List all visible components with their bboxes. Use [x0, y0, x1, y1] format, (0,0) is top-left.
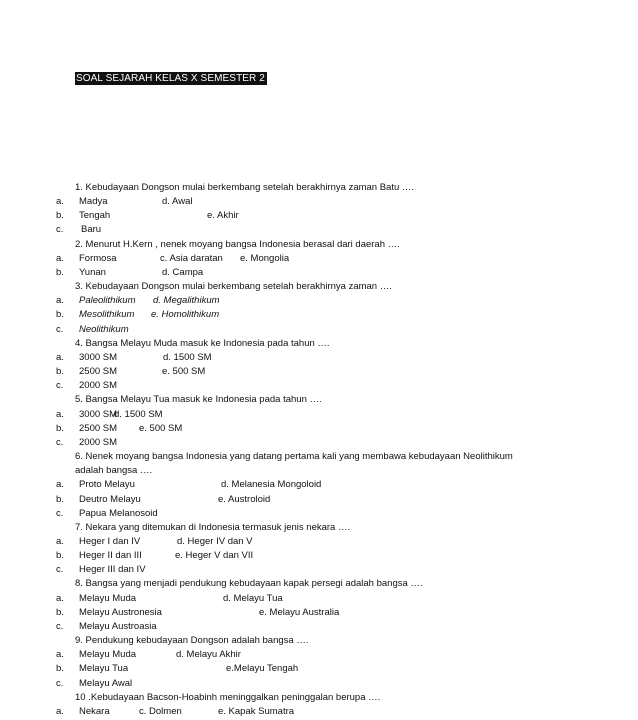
answer-option: Heger I dan IV	[79, 536, 141, 547]
option-letter: c.	[56, 507, 64, 519]
answer-option: e. 500 SM	[162, 366, 206, 378]
option-letter: b.	[56, 309, 64, 321]
option-letter: b.	[56, 366, 64, 378]
option-letter: a.	[56, 295, 64, 307]
answer-option: e.Melayu Tengah	[226, 663, 299, 675]
answer-option: Neolithikum	[79, 323, 129, 335]
option-letter: c.	[56, 620, 64, 632]
answer-option: d. Awal	[162, 196, 193, 208]
answer-option: Proto Melayu	[79, 479, 135, 491]
option-letter: a.	[56, 536, 64, 547]
answer-option: d. Melanesia Mongoloid	[221, 479, 322, 491]
answer-option: e. Akhir	[207, 210, 239, 222]
answer-option: Papua Melanosoid	[79, 507, 158, 519]
option-letter: a.	[56, 408, 64, 420]
question-text: 7. Nekara yang ditemukan di Indonesia termasuk jenis nekara ….	[75, 521, 351, 533]
option-letter: a.	[56, 479, 64, 491]
answer-option: Deutro Melayu	[79, 493, 141, 505]
answer-option: e. Heger V dan VII	[175, 550, 254, 562]
option-letter: b.	[56, 266, 64, 278]
option-letter: b.	[56, 493, 64, 505]
option-letter: c.	[56, 564, 64, 576]
answer-option: Melayu Muda	[79, 649, 137, 661]
answer-option: e. Austroloid	[218, 493, 271, 505]
answer-option: d. 1500 SM	[114, 408, 163, 420]
answer-option: Heger III dan IV	[79, 564, 146, 576]
option-letter: a.	[56, 649, 64, 661]
answer-option: Melayu Austroasia	[79, 620, 157, 632]
answer-option: Melayu Awal	[79, 677, 133, 689]
answer-option: Melayu Muda	[79, 592, 137, 604]
answer-option: 2500 SM	[79, 366, 118, 378]
answer-option: c. Dolmen	[139, 705, 182, 717]
option-letter: a.	[56, 351, 64, 363]
option-letter: c.	[56, 677, 64, 689]
answer-option: d. Megalithikum	[153, 295, 220, 307]
answer-option: e. 500 SM	[139, 422, 183, 434]
answer-option: Madya	[79, 196, 108, 208]
option-letter: b.	[56, 606, 64, 618]
option-letter: c.	[56, 224, 64, 236]
answer-option: e. Melayu Australia	[259, 606, 340, 618]
question-text: 1. Kebudayaan Dongson mulai berkembang setelah berakhirnya zaman Batu ….	[75, 182, 415, 193]
question-text: 8. Bangsa yang menjadi pendukung kebudayaan kapak persegi adalah bangsa ….	[75, 578, 423, 590]
answer-option: Yunan	[79, 266, 106, 278]
question-text: 4. Bangsa Melayu Muda masuk ke Indonesia pada tahun ….	[75, 337, 330, 349]
answer-option: c. Asia daratan	[160, 252, 223, 264]
question-text: 2. Menurut H.Kern , nenek moyang bangsa Indonesia berasal dari daerah ….	[75, 238, 400, 250]
answer-option: Heger II dan III	[79, 550, 142, 562]
answer-option: Nekara	[79, 705, 110, 717]
answer-option: Mesolithikum	[79, 309, 135, 321]
answer-option: 3000 SM	[79, 408, 118, 420]
option-letter: a.	[56, 252, 64, 264]
answer-option: d. Heger IV dan V	[177, 536, 253, 547]
page-title: SOAL SEJARAH KELAS X SEMESTER 2	[76, 73, 265, 84]
option-letter: b.	[56, 663, 64, 675]
answer-option: e. Mongolia	[240, 252, 290, 264]
answer-option: 2000 SM	[79, 436, 118, 448]
option-letter: c.	[56, 436, 64, 448]
option-letter: c.	[56, 323, 64, 335]
question-text: 3. Kebudayaan Dongson mulai berkembang setelah berakhirnya zaman ….	[75, 281, 392, 293]
answer-option: d. Melayu Akhir	[176, 649, 241, 661]
option-letter: c.	[56, 380, 64, 392]
answer-option: Tengah	[79, 210, 111, 222]
option-letter: b.	[56, 422, 64, 434]
answer-option: e. Homolithikum	[151, 309, 220, 321]
answer-option: d. Melayu Tua	[223, 592, 283, 604]
answer-option: 2500 SM	[79, 422, 118, 434]
answer-option: Melayu Tua	[79, 663, 129, 675]
answer-option: Melayu Austronesia	[79, 606, 162, 618]
answer-option: Formosa	[79, 252, 117, 264]
question-text-continued: adalah bangsa ….	[75, 465, 153, 477]
answer-option: Baru	[81, 224, 102, 236]
answer-option: 2000 SM	[79, 380, 118, 392]
option-letter: a.	[56, 705, 64, 717]
answer-option: e. Kapak Sumatra	[218, 705, 295, 717]
answer-option: Paleolithikum	[79, 295, 136, 307]
answer-option: d. Campa	[162, 266, 204, 278]
option-letter: b.	[56, 210, 64, 222]
answer-option: 3000 SM	[79, 351, 118, 363]
option-letter: b.	[56, 550, 64, 562]
question-text: 10 .Kebudayaan Bacson-Hoabinh meninggalkan peninggalan berupa ….	[75, 691, 381, 703]
answer-option: d. 1500 SM	[163, 351, 212, 363]
option-letter: a.	[56, 592, 64, 604]
question-text: 6. Nenek moyang bangsa Indonesia yang datang pertama kali yang membawa kebudayaan Neolithikum	[75, 451, 513, 463]
question-text: 5. Bangsa Melayu Tua masuk ke Indonesia pada tahun ….	[75, 394, 322, 406]
question-text: 9. Pendukung kebudayaan Dongson adalah bangsa ….	[75, 635, 309, 647]
option-letter: a.	[56, 196, 64, 208]
